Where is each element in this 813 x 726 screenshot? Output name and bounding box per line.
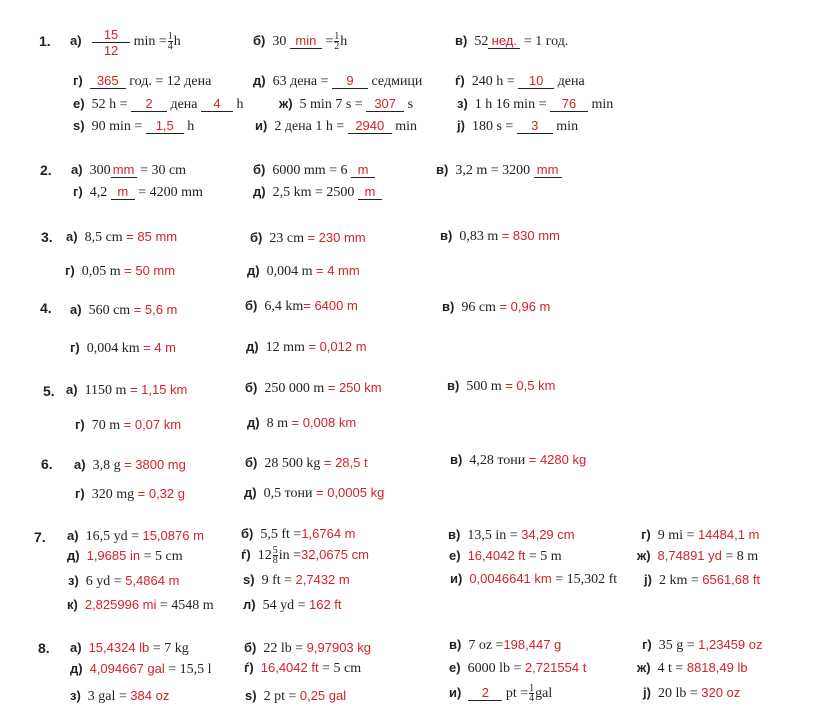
answer-text: 162 ft [309, 597, 342, 612]
item-label: а) [66, 229, 78, 244]
expr-text: 16,5 yd = [85, 529, 139, 544]
problem-6-number: 6. [41, 456, 53, 472]
answer-blank: 3 [517, 119, 553, 134]
answer-text: = 0,0005 kg [316, 485, 385, 500]
fraction-denominator: 8 [272, 555, 278, 567]
expr-text: 0,5 тони [263, 486, 313, 501]
expr-text: 320 mg [91, 487, 135, 502]
answer-text: = 250 km [327, 380, 382, 395]
item-label: д) [70, 661, 83, 676]
answer-text: = 0,96 m [499, 299, 551, 314]
problem-4-number: 4. [40, 300, 52, 316]
item-label: ј) [457, 118, 465, 133]
answer-text: 5,4864 m [125, 573, 180, 588]
item-label: а) [70, 33, 82, 48]
answer-text: = 0,32 g [137, 486, 185, 501]
answer-numerator: 15 [92, 27, 130, 43]
expr-text: 30 [272, 34, 287, 49]
answer-text: = 0,5 km [505, 378, 556, 393]
answer-text: 16,4042 ft [260, 660, 319, 675]
expr-text: 28 500 kg [264, 456, 321, 471]
expr-text: 20 lb = [657, 686, 698, 701]
expr-text: 180 s = [471, 119, 514, 134]
item-label: в) [442, 299, 455, 314]
expr-text: 300 [89, 163, 111, 178]
problem-8e [449, 659, 586, 677]
answer-text: 2,825996 mi [84, 597, 157, 612]
problem-1-number: 1. [39, 33, 51, 49]
item-label: и) [450, 571, 463, 586]
expr-text: = 8 m [725, 549, 759, 564]
problem-5g [75, 416, 181, 434]
problem-3v [440, 227, 560, 245]
item-label: в) [455, 33, 468, 48]
problem-1zh [279, 95, 413, 113]
problem-1dz [73, 117, 194, 135]
expr-text: 3,2 m = 3200 [455, 163, 531, 178]
fraction-numerator: 1 [334, 31, 340, 43]
problem-5b [245, 379, 382, 397]
item-label: б) [253, 162, 266, 177]
item-label: в) [436, 162, 449, 177]
item-label: ж) [637, 548, 651, 563]
item-label: б) [253, 33, 266, 48]
item-label: ѕ) [243, 572, 255, 587]
answer-text: = 28,5 t [323, 455, 368, 470]
expr-text: 2 дена 1 h = [274, 119, 345, 134]
item-label: б) [250, 230, 263, 245]
expr-text: 3,8 g [92, 458, 121, 473]
item-label: б) [241, 526, 254, 541]
expr-text: 0,004 m [266, 264, 313, 279]
answer-text: = 0,07 km [123, 417, 182, 432]
answer-blank: m [358, 185, 382, 200]
expr-text: 22 lb = [263, 641, 304, 656]
expr-text: 35 g = [658, 638, 695, 653]
item-label: е) [449, 660, 461, 675]
answer-blank: mm [111, 163, 137, 178]
item-label: ѓ) [455, 73, 465, 88]
item-label: г) [65, 263, 75, 278]
problem-7e [449, 547, 562, 565]
answer-blank: 307 [366, 97, 404, 112]
problem-1v [455, 32, 568, 50]
expr-text: 9 mi = [657, 528, 695, 543]
expr-text: 4,28 тони [469, 453, 526, 468]
answer-text: = 85 mm [126, 229, 178, 244]
expr-text: 90 min = [91, 119, 143, 134]
answer-text: 16,4042 ft [467, 548, 526, 563]
problem-8b [244, 639, 371, 657]
problem-7-number: 7. [34, 529, 46, 545]
expr-text: 54 yd = [262, 598, 306, 613]
fraction-numerator: 1 [529, 683, 535, 695]
problem-1a [70, 27, 181, 58]
item-label: з) [68, 573, 79, 588]
item-label: г) [73, 73, 83, 88]
item-label: ѕ) [245, 688, 257, 703]
answer-text: = 1,15 km [129, 382, 188, 397]
expr-text: 8 m [266, 416, 288, 431]
expr-text: 63 дена = [272, 74, 329, 89]
problem-1gj [455, 72, 585, 90]
problem-3-number: 3. [41, 229, 53, 245]
expr-text: 6000 lb = [467, 661, 522, 676]
problem-2b [253, 161, 375, 179]
item-label: г) [75, 486, 85, 501]
answer-blank: m [351, 163, 375, 178]
expr-text: 12 [257, 548, 272, 563]
answer-text: 0,25 gal [299, 688, 347, 703]
answer-text: = 50 mm [124, 263, 176, 278]
problem-7v [448, 526, 575, 544]
item-label: д) [253, 184, 266, 199]
problem-5-number: 5. [43, 383, 55, 399]
answer-text: 0,0046641 km [469, 571, 552, 586]
expr-text: 5,5 ft = [260, 527, 302, 542]
expr-text: pt = [505, 686, 529, 701]
problem-1j [457, 117, 578, 135]
answer-text: 15,0876 m [142, 528, 204, 543]
answer-text: = 0,008 km [291, 415, 357, 430]
expr-text: 8,5 cm [84, 230, 123, 245]
item-label: в) [447, 378, 460, 393]
expr-text: 2 km = [658, 573, 699, 588]
answer-blank: 76 [550, 97, 588, 112]
answer-text: 4,094667 gal [89, 661, 165, 676]
problem-8i [449, 684, 552, 703]
answer-text: = 3800 mg [124, 457, 186, 472]
answer-denominator: 12 [103, 43, 119, 58]
answer-text: = 0,012 m [308, 339, 367, 354]
problem-8d [70, 660, 212, 678]
answer-text: 2,721554 t [524, 660, 587, 675]
item-label: ѓ) [241, 547, 251, 562]
problem-5d [247, 414, 356, 432]
problem-7zh [637, 547, 758, 565]
item-label: ѓ) [244, 660, 254, 675]
answer-blank: 1,5 [146, 119, 184, 134]
item-label: з) [70, 688, 81, 703]
answer-text: 14484,1 m [697, 527, 760, 542]
item-label: б) [245, 455, 258, 470]
item-label: г) [641, 527, 651, 542]
answer-text: 15,4324 lb [88, 640, 150, 655]
expr-text: 0,83 m [459, 229, 499, 244]
expr-text: = 5 m [528, 549, 562, 564]
problem-4v [442, 298, 550, 316]
item-label: е) [73, 96, 85, 111]
item-label: а) [70, 302, 82, 317]
problem-3g [65, 262, 175, 280]
problem-8dz [245, 687, 346, 705]
expr-text: год. = 12 дена [129, 74, 212, 89]
answer-text: 6561,68 ft [702, 572, 761, 587]
item-label: г) [70, 340, 80, 355]
answer-blank: нед. [488, 34, 520, 49]
expr-text: min [556, 119, 579, 134]
answer-text: 8818,49 lb [686, 660, 748, 675]
expr-text: 6 yd = [85, 574, 122, 589]
answer-text: = 5,6 m [133, 302, 178, 317]
item-label: ѕ) [73, 118, 85, 133]
item-label: г) [642, 637, 652, 652]
expr-text: 4,2 [89, 185, 108, 200]
problem-1b [253, 32, 347, 51]
problem-8a [70, 639, 189, 657]
fraction-denominator: 2 [334, 41, 340, 53]
answer-text: = 4280 kg [528, 452, 587, 467]
problem-6b [245, 454, 368, 472]
expr-text: 0,05 m [81, 264, 121, 279]
item-label: к) [67, 597, 78, 612]
expr-text: = 30 cm [140, 163, 187, 178]
problem-1g [73, 72, 211, 90]
answer-text: = 4 m [143, 340, 177, 355]
problem-3b [250, 229, 366, 247]
problem-1d [253, 72, 422, 90]
item-label: д) [253, 73, 266, 88]
answer-blank: 10 [518, 74, 554, 89]
expr-text: 1 h 16 min = [474, 97, 547, 112]
problem-6v [450, 451, 586, 469]
problem-1e [73, 95, 244, 113]
problem-7z [68, 572, 179, 590]
answer-blank: 2 [468, 686, 502, 701]
expr-text: min [395, 119, 418, 134]
expr-text: 96 cm [461, 300, 496, 315]
expr-text: дена [557, 74, 585, 89]
problem-8v [449, 636, 561, 654]
problem-1i [255, 117, 417, 135]
fraction [168, 32, 173, 51]
problem-7gj [241, 546, 369, 565]
item-label: а) [71, 162, 83, 177]
problem-7l [243, 596, 342, 614]
item-label: ј) [643, 685, 651, 700]
expr-text: 560 cm [88, 303, 131, 318]
problem-2a [71, 161, 186, 179]
problem-2g [73, 183, 203, 201]
item-label: е) [449, 548, 461, 563]
problem-6g [75, 485, 185, 503]
problem-8-number: 8. [38, 640, 50, 656]
fraction-denominator: 4 [529, 693, 535, 705]
item-label: д) [67, 548, 80, 563]
answer-blank: 2 [131, 97, 167, 112]
problem-2-number: 2. [40, 162, 52, 178]
problem-7i [450, 570, 617, 588]
item-label: л) [243, 597, 256, 612]
expr-text: = 4548 m [159, 598, 214, 613]
expr-text: = 1 год. [523, 34, 569, 49]
item-label: в) [448, 527, 461, 542]
expr-text: = 4200 mm [138, 185, 203, 200]
expr-text: 240 h = [471, 74, 515, 89]
expr-text: 70 m [91, 418, 121, 433]
answer-blank: mm [534, 163, 562, 178]
item-label: ј) [644, 572, 652, 587]
problem-7b [241, 525, 356, 543]
expr-text: = [325, 34, 334, 49]
fraction [273, 546, 278, 565]
fraction [529, 684, 534, 703]
problem-2d [253, 183, 382, 201]
expr-text: 4 t = [657, 661, 684, 676]
expr-text: 13,5 in = [467, 528, 518, 543]
answer-text: 320 oz [701, 685, 741, 700]
answer-text: 1,9685 in [86, 548, 141, 563]
expr-text: = 5 cm [143, 549, 183, 564]
expr-text: 12 mm [265, 340, 305, 355]
answer-text: = 830 mm [501, 228, 560, 243]
answer-text: 1,23459 oz [698, 637, 763, 652]
expr-text: h [173, 34, 181, 49]
item-label: а) [74, 457, 86, 472]
expr-text: h [236, 97, 244, 112]
problem-4g [70, 339, 176, 357]
expr-text: 6,4 km [264, 299, 304, 314]
problem-3d [247, 262, 360, 280]
expr-text: 2 pt = [263, 689, 297, 704]
problem-7j [644, 571, 760, 589]
problem-3a [66, 228, 177, 246]
problem-4d [246, 338, 367, 356]
expr-text: 6000 mm = 6 [272, 163, 348, 178]
answer-blank: 4 [201, 97, 233, 112]
item-label: и) [449, 685, 462, 700]
expr-text: 52 [474, 34, 489, 49]
item-label: д) [244, 485, 257, 500]
problem-8g [642, 636, 763, 654]
answer-fraction [92, 27, 130, 58]
expr-text: 2,5 km = 2500 [272, 185, 355, 200]
item-label: а) [67, 528, 79, 543]
problem-2v [436, 161, 562, 179]
answer-text: 198,447 g [503, 637, 562, 652]
problem-4a [70, 301, 177, 319]
problem-7k [67, 596, 214, 614]
item-label: г) [73, 184, 83, 199]
answer-text: 2,7432 m [295, 572, 350, 587]
item-label: ж) [279, 96, 293, 111]
item-label: ж) [637, 660, 651, 675]
problem-1z [457, 95, 613, 113]
expr-text: дена [170, 97, 198, 112]
item-label: д) [247, 263, 260, 278]
problem-8gj [244, 659, 361, 677]
problem-7g [641, 526, 759, 544]
problem-7dz [243, 571, 350, 589]
expr-text: 5 min 7 s = [299, 97, 363, 112]
expr-text: s [407, 97, 414, 112]
item-label: б) [245, 380, 258, 395]
item-label: а) [66, 382, 78, 397]
answer-text: 384 oz [130, 688, 170, 703]
problem-5v [447, 377, 555, 395]
expr-text: = 15,5 l [168, 662, 212, 677]
problem-6a [74, 456, 186, 474]
problem-8zh [637, 659, 748, 677]
problem-8z [70, 687, 169, 705]
problem-7a [67, 527, 204, 545]
answer-text: = 230 mm [307, 230, 366, 245]
expr-text: 1150 m [84, 383, 127, 398]
item-label: д) [246, 339, 259, 354]
expr-text: 250 000 m [264, 381, 325, 396]
item-label: а) [70, 640, 82, 655]
fraction [334, 32, 339, 51]
expr-text: 0,004 km [86, 341, 140, 356]
answer-text: 34,29 cm [521, 527, 575, 542]
expr-text: h [187, 119, 195, 134]
answer-blank: 2940 [348, 119, 392, 134]
expr-text: min = [133, 34, 167, 49]
expr-text: 7 oz = [468, 638, 504, 653]
problem-7d [67, 547, 183, 565]
problem-4b [245, 297, 358, 315]
expr-text: h [340, 34, 348, 49]
answer-blank: min [290, 34, 322, 49]
expr-text: 500 m [466, 379, 502, 394]
fraction-numerator: 5 [272, 545, 278, 557]
item-label: д) [247, 415, 260, 430]
item-label: в) [440, 228, 453, 243]
expr-text: седмици [371, 74, 423, 89]
answer-blank: 9 [332, 74, 368, 89]
expr-text: 3 gal = [87, 689, 127, 704]
answer-text: 9,97903 kg [306, 640, 371, 655]
expr-text: = 5 cm [322, 661, 362, 676]
answer-blank: 365 [90, 74, 126, 89]
item-label: и) [255, 118, 268, 133]
answer-blank: m [111, 185, 135, 200]
problem-6d [244, 484, 384, 502]
fraction-numerator: 1 [167, 31, 173, 43]
expr-text: 23 cm [269, 231, 304, 246]
answer-text: 32,0675 cm [301, 547, 369, 562]
problem-5a [66, 381, 187, 399]
item-label: в) [450, 452, 463, 467]
expr-text: 9 ft = [261, 573, 293, 588]
problem-8j [643, 684, 740, 702]
item-label: з) [457, 96, 468, 111]
answer-text: 8,74891 yd [657, 548, 722, 563]
fraction-denominator: 4 [167, 41, 173, 53]
expr-text: min [591, 97, 614, 112]
item-label: б) [244, 640, 257, 655]
expr-text: = 15,302 ft [555, 572, 618, 587]
answer-text: = 6400 m [303, 298, 358, 313]
answer-text: = 4 mm [315, 263, 360, 278]
expr-text: = 7 kg [152, 641, 189, 656]
expr-text: in = [278, 548, 302, 563]
item-label: в) [449, 637, 462, 652]
expr-text: gal [535, 686, 553, 701]
item-label: г) [75, 417, 85, 432]
item-label: б) [245, 298, 258, 313]
expr-text: 52 h = [91, 97, 128, 112]
answer-text: 1,6764 m [301, 526, 356, 541]
